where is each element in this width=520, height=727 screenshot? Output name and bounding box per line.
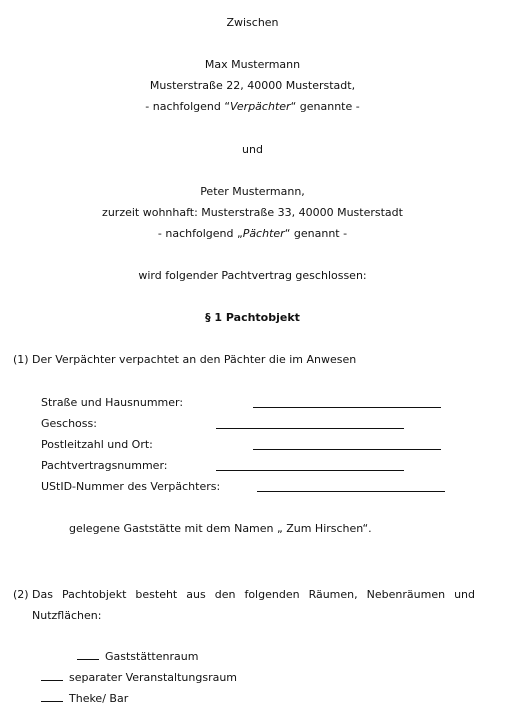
room-item-veranstaltungsraum bbox=[41, 670, 237, 685]
tenant-role bbox=[0, 227, 505, 241]
field-blank-postal[interactable] bbox=[253, 449, 441, 450]
field-blank-vat-id[interactable] bbox=[257, 491, 445, 492]
field-blank-floor[interactable] bbox=[216, 428, 404, 429]
lessor-address: Musterstraße 22, 40000 Musterstadt, bbox=[149, 79, 356, 92]
between-label: Zwischen bbox=[226, 16, 279, 29]
field-label-floor: Geschoss: bbox=[41, 417, 97, 430]
paragraph-2-text-line-2: Nutzflächen: bbox=[32, 609, 102, 622]
field-label-postal: Postleitzahl und Ort: bbox=[41, 438, 153, 451]
room-label: Theke/ Bar bbox=[69, 692, 129, 705]
paragraph-2-number: (2) bbox=[13, 588, 29, 601]
lessor-role-term: Verpächter bbox=[230, 100, 291, 113]
room-blank-gaststaettenraum[interactable] bbox=[77, 649, 99, 660]
paragraph-2-text-line-1: Das Pachtobjekt besteht aus den folgenden Räumen, Nebenräumen und bbox=[32, 588, 475, 601]
tenant-role-term: Pächter bbox=[242, 227, 285, 240]
and-label: und bbox=[242, 143, 263, 156]
field-blank-contract-number[interactable] bbox=[216, 470, 404, 471]
tenant-name: Peter Mustermann, bbox=[200, 185, 305, 198]
paragraph-2 bbox=[13, 584, 475, 626]
room-item-gaststaettenraum bbox=[77, 649, 198, 664]
paragraph-1-closing: gelegene Gaststätte mit dem Namen „ Zum Hirschen“. bbox=[69, 522, 372, 535]
paragraph-1-text: Der Verpächter verpachtet an den Pächter die im Anwesen bbox=[32, 353, 357, 366]
lessor-role-suffix: “ genannte - bbox=[290, 100, 360, 113]
tenant-role-suffix: “ genannt - bbox=[284, 227, 348, 240]
lessor-role bbox=[0, 100, 505, 114]
room-label: Gaststättenraum bbox=[105, 650, 199, 663]
room-item-theke-bar bbox=[41, 691, 128, 706]
section-title: § 1 Pachtobjekt bbox=[205, 311, 300, 324]
contract-intro: wird folgender Pachtvertrag geschlossen: bbox=[138, 269, 367, 282]
room-label: separater Veranstaltungsraum bbox=[69, 671, 238, 684]
tenant-address: zurzeit wohnhaft: Musterstraße 33, 40000 Musterstadt bbox=[102, 206, 403, 219]
field-label-contract-number: Pachtvertragsnummer: bbox=[41, 459, 168, 472]
lessor-role-prefix: - nachfolgend “ bbox=[145, 100, 231, 113]
field-label-street: Straße und Hausnummer: bbox=[41, 396, 184, 409]
room-blank-theke-bar[interactable] bbox=[41, 691, 63, 702]
field-blank-street[interactable] bbox=[253, 407, 441, 408]
paragraph-1-number: (1) bbox=[13, 353, 29, 366]
room-blank-veranstaltungsraum[interactable] bbox=[41, 670, 63, 681]
lessor-name: Max Mustermann bbox=[204, 58, 301, 71]
field-label-vat-id: UStID-Nummer des Verpächters: bbox=[41, 480, 221, 493]
tenant-role-prefix: - nachfolgend „ bbox=[157, 227, 243, 240]
